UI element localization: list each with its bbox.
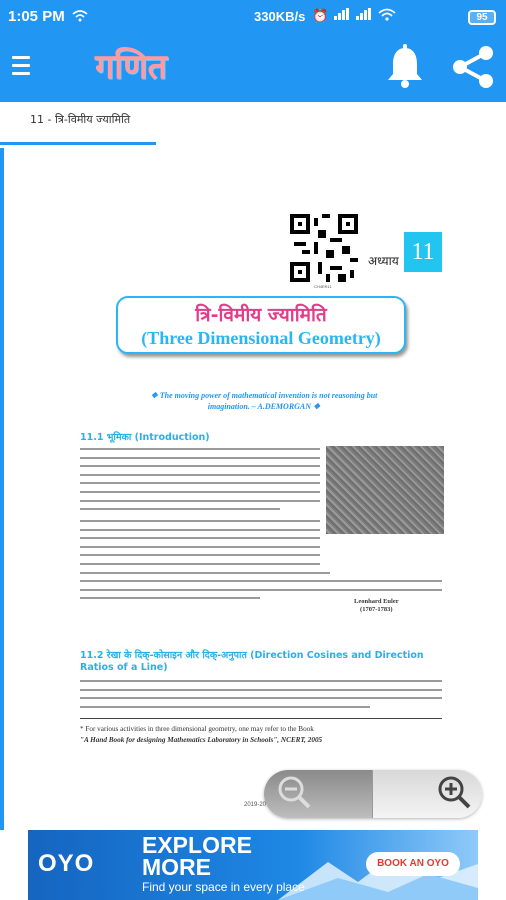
status-bar <box>0 0 506 34</box>
portrait-caption-years: (1707-1783) <box>360 606 393 613</box>
status-icons <box>312 8 396 24</box>
qr-code <box>290 214 358 282</box>
chapter-number-badge: 11 <box>404 232 442 272</box>
ad-headline: EXPLORE MORE <box>142 832 252 880</box>
quote-text: The moving power of mathematical invention is not reasoning but imagination. – A.DEMORGAN <box>159 391 378 411</box>
bell-icon[interactable] <box>384 44 426 90</box>
tab-indicator <box>0 142 156 145</box>
breadcrumb[interactable]: 11 - त्रि-विमीय ज्यामिति <box>30 113 131 126</box>
signal-icon <box>334 8 350 24</box>
zoom-in-icon <box>436 774 472 815</box>
wifi-icon <box>72 10 88 25</box>
zoom-in-button[interactable] <box>372 770 482 818</box>
portrait-caption <box>354 598 399 614</box>
chapter-quote: ❖ The moving power of mathematical invention is not reasoning but imagination. – A.DEMORGAN ❖ <box>150 391 378 411</box>
battery-icon: 95 <box>468 10 496 25</box>
app-title: गणित <box>95 47 167 87</box>
document-page[interactable] <box>4 150 506 830</box>
section-heading-direction-cosines: 11.2 रेखा के दिक्-कोसाइन और दिक्-अनुपात (Direction Cosines and Direction Ratios of a Line) <box>80 650 424 673</box>
ad-strip <box>0 830 506 900</box>
zoom-out-button[interactable] <box>264 770 372 818</box>
ad-banner[interactable] <box>28 830 478 900</box>
chapter-label: अध्याय <box>368 254 399 268</box>
status-time: 1:05 PM <box>8 8 65 25</box>
chapter-title-box <box>116 296 406 354</box>
footnote-line-2: "A Hand Book for designing Mathematics Laboratory in Schools", NCERT, 2005 <box>80 736 323 744</box>
zoom-out-icon <box>276 774 312 815</box>
signal-icon-2 <box>356 8 372 24</box>
euler-portrait-image <box>326 446 444 534</box>
page-footer: 2019-20 <box>244 802 267 808</box>
app-bar <box>0 34 506 102</box>
body-text-block-3 <box>80 680 442 714</box>
footnote-rule <box>80 718 442 719</box>
footnote-line-1: * For various activities in three dimensional geometry, one may refer to the Book <box>80 725 314 733</box>
share-icon[interactable] <box>448 42 498 92</box>
alarm-icon: ⏰ <box>312 8 329 23</box>
ad-brand-logo: OYO <box>38 850 95 877</box>
qr-caption: CH4ER11 <box>314 284 332 289</box>
hamburger-menu-icon[interactable] <box>12 56 32 78</box>
chapter-title-hindi: त्रि-विमीय ज्यामिति <box>195 304 327 326</box>
wifi-icon-right <box>378 8 396 24</box>
chapter-title-english: (Three Dimensional Geometry) <box>141 328 381 348</box>
ad-tagline: Find your space in every place <box>142 880 305 894</box>
ad-cta-button[interactable]: BOOK AN OYO <box>366 852 460 876</box>
network-speed: 330KB/s <box>254 9 306 24</box>
portrait-caption-name: Leonhard Euler <box>354 598 399 605</box>
body-text-block-1 <box>80 448 320 517</box>
section-heading-introduction: 11.1 भूमिका (Introduction) <box>80 432 210 443</box>
footnote <box>80 724 448 746</box>
zoom-control <box>264 770 482 818</box>
breadcrumb-bar <box>0 102 506 146</box>
